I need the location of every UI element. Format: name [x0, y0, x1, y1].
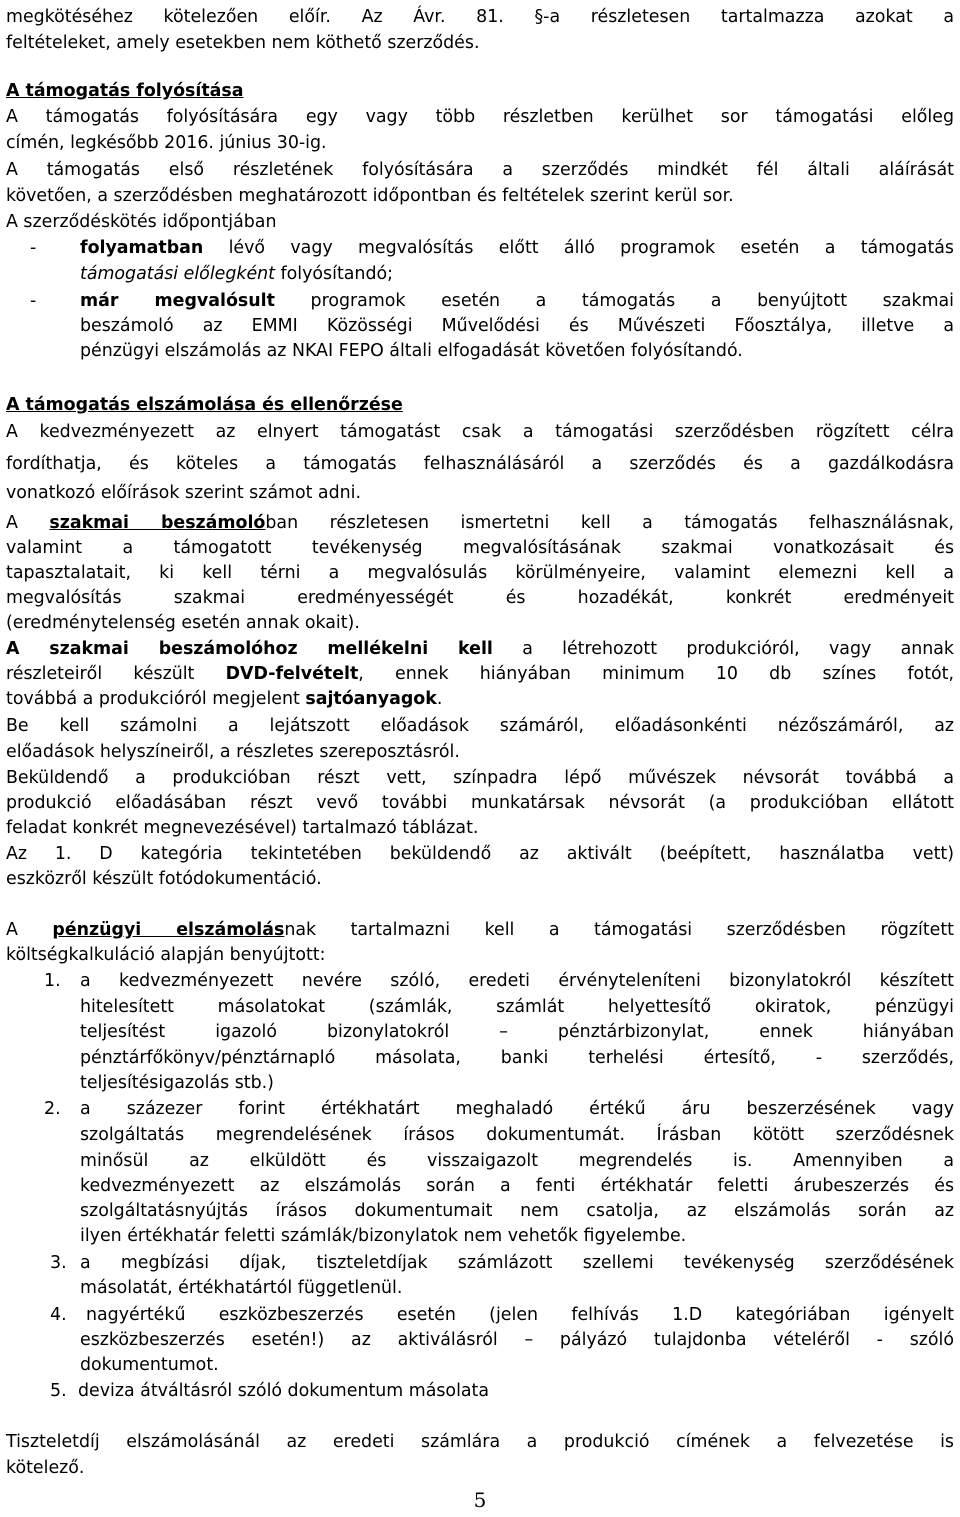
bold-text: A szakmai beszámolóhoz mellékelni kell	[6, 639, 493, 659]
text-span: részleteiről készült	[6, 664, 195, 684]
text-line: Beküldendő a produkcióban részt vett, színpadra lépő művészek névsorát továbbá a	[6, 768, 954, 788]
text-line: feladat konkrét megnevezésével) tartalmazó táblázat.	[6, 818, 479, 838]
text-span: A	[6, 920, 18, 940]
text-line: fordíthatja, és köteles a támogatás felhasználásáról a szerződés és a gazdálkodásra	[6, 454, 954, 474]
list-number: 3.	[50, 1253, 67, 1273]
text-span: folyósítandó;	[280, 264, 393, 284]
text-span: a létrehozott produkcióról, vagy annak	[522, 639, 955, 659]
text-span: programok esetén a támogatás a benyújtott szakmai	[310, 291, 955, 311]
bold-underlined-text: szakmai beszámoló	[49, 513, 266, 533]
text-line: produkció előadásában részt vevő további munkatársak névsorát (a produkcióban ellátott	[6, 793, 954, 813]
text-line	[6, 510, 954, 536]
text-line: A támogatás folyósítására egy vagy több részletben kerülhet sor támogatási előleg	[6, 107, 954, 127]
list-item-text: a kedvezményezett nevére szóló, eredeti érvényteleníteni bizonylatokról készített	[80, 971, 954, 991]
text-line: vonatkozó előírások szerint számot adni.	[6, 483, 362, 503]
italic-text: támogatási előlegként	[80, 264, 275, 284]
text-span: , ennek hiányában minimum 10 db színes fotót,	[358, 664, 955, 684]
text-span: lévő vagy megvalósítás előtt álló programok esetén a támogatás	[228, 238, 954, 258]
list-item-text: eszközbeszerzés esetén!) az aktiválásról – pályázó tulajdonba vételéről - szóló	[80, 1330, 954, 1350]
text-line: megkötéséhez kötelezően előír. Az Ávr. 81. §-a részletesen tartalmazza azokat a	[6, 7, 954, 27]
bold-underlined-text: pénzügyi elszámolás	[52, 920, 285, 940]
section-heading-settlement: A támogatás elszámolása és ellenőrzése	[6, 395, 403, 415]
text-line: Be kell számolni a lejátszott előadások számáról, előadásonkénti nézőszámáról, az	[6, 716, 954, 736]
list-item-text: kedvezményezett az elszámolás során a fenti értékhatár feletti árubeszerzés és	[80, 1176, 954, 1196]
bullet-line	[80, 288, 954, 314]
text-line: tapasztalatait, ki kell térni a megvalósulás körülményeire, valamint elemezni kell a	[6, 563, 954, 583]
text-line: A támogatás első részletének folyósítására a szerződés mindkét fél általi aláírását	[6, 160, 954, 180]
text-line	[6, 686, 954, 712]
list-item-text: deviza átváltásról szóló dokumentum másolata	[78, 1381, 490, 1401]
list-item-text: nagyértékű eszközbeszerzés esetén (jelen felhívás 1.D kategóriában igényelt	[86, 1305, 954, 1325]
text-line: Az 1. D kategória tekintetében beküldendő az aktivált (beépített, használatba vett)	[6, 844, 954, 864]
text-line: megvalósítás szakmai eredményességét és hozadékát, konkrét eredményeit	[6, 588, 954, 608]
list-item-text: szolgáltatás megrendelésének írásos dokumentumát. Írásban kötött szerződésnek	[80, 1125, 954, 1145]
list-item-text: minősül az elküldött és visszaigazolt megrendelés is. Amennyiben a	[80, 1151, 954, 1171]
bullet-line-cont: beszámoló az EMMI Közösségi Művelődési és Művészeti Főosztálya, illetve a	[80, 316, 954, 336]
text-span: A	[6, 513, 18, 533]
list-item-text: ilyen értékhatár feletti számlák/bizonylatok nem vehetők figyelembe.	[80, 1226, 687, 1246]
bold-text: sajtóanyagok	[305, 689, 437, 709]
text-line: Tiszteletdíj elszámolásánál az eredeti számlára a produkció címének a felvezetése is	[6, 1432, 954, 1452]
text-span: nak tartalmazni kell a támogatási szerződésben rögzített	[284, 920, 955, 940]
text-span: továbbá a produkcióról megjelent	[6, 689, 300, 709]
list-item-text: másolatát, értékhatártól függetlenül.	[80, 1278, 403, 1298]
bullet-dash: -	[30, 291, 37, 311]
text-line	[6, 917, 954, 943]
text-line: valamint a támogatott tevékenység megvalósításának szakmai vonatkozásait és	[6, 538, 954, 558]
text-line: feltételeket, amely esetekben nem köthető szerződés.	[6, 33, 480, 53]
text-line: címén, legkésőbb 2016. június 30-ig.	[6, 133, 327, 153]
list-number: 4.	[50, 1305, 67, 1325]
list-number: 5.	[50, 1381, 67, 1401]
bold-text: DVD-felvételt	[225, 664, 359, 684]
text-line: A kedvezményezett az elnyert támogatást csak a támogatási szerződésben rögzített célra	[6, 422, 954, 442]
text-span: ban részletesen ismertetni kell a támogatás felhasználásnak,	[265, 513, 955, 533]
list-item-text: szolgáltatásnyújtás írásos dokumentumait nem csatolja, az elszámolás során az	[80, 1201, 954, 1221]
page-number: 5	[473, 1488, 487, 1512]
bullet-line-cont: pénzügyi elszámolás az NKAI FEPO általi elfogadását követően folyósítandó.	[80, 341, 743, 361]
bullet-line-cont	[80, 261, 954, 287]
bold-text: már megvalósult	[80, 291, 275, 311]
text-line: A szerződéskötés időpontjában	[6, 212, 277, 232]
text-line: követően, a szerződésben meghatározott időpontban és feltételek szerint kerül sor.	[6, 186, 734, 206]
list-item-text: a százezer forint értékhatárt meghaladó értékű áru beszerzésének vagy	[80, 1099, 954, 1119]
text-line: előadások helyszíneiről, a részletes szereposztásról.	[6, 742, 460, 762]
list-number: 1.	[44, 971, 61, 991]
text-line	[6, 661, 954, 687]
list-item-text: teljesítésigazolás stb.)	[80, 1073, 274, 1093]
bullet-dash: -	[30, 238, 37, 258]
list-item-text: pénztárfőkönyv/pénztárnapló másolata, banki terhelési értesítő, - szerződés,	[80, 1048, 954, 1068]
list-number: 2.	[44, 1099, 61, 1119]
bullet-line	[80, 235, 954, 261]
list-item-text: hitelesített másolatokat (számlák, számlát helyettesítő okiratok, pénzügyi	[80, 997, 954, 1017]
bold-text: folyamatban	[80, 238, 204, 258]
list-item-text: a megbízási díjak, tiszteletdíjak számlázott szellemi tevékenység szerződésének	[80, 1253, 954, 1273]
text-line: kötelező.	[6, 1458, 85, 1478]
section-heading-payment: A támogatás folyósítása	[6, 81, 244, 101]
text-line: költségkalkuláció alapján benyújtott:	[6, 945, 326, 965]
text-line	[6, 636, 954, 662]
list-item-text: teljesítést igazoló bizonylatokról – pénztárbizonylat, ennek hiányában	[80, 1022, 954, 1042]
text-line: eszközről készült fotódokumentáció.	[6, 869, 322, 889]
list-item-text: dokumentumot.	[80, 1355, 219, 1375]
text-span: .	[436, 689, 443, 709]
text-line: (eredménytelenség esetén annak okait).	[6, 613, 360, 633]
